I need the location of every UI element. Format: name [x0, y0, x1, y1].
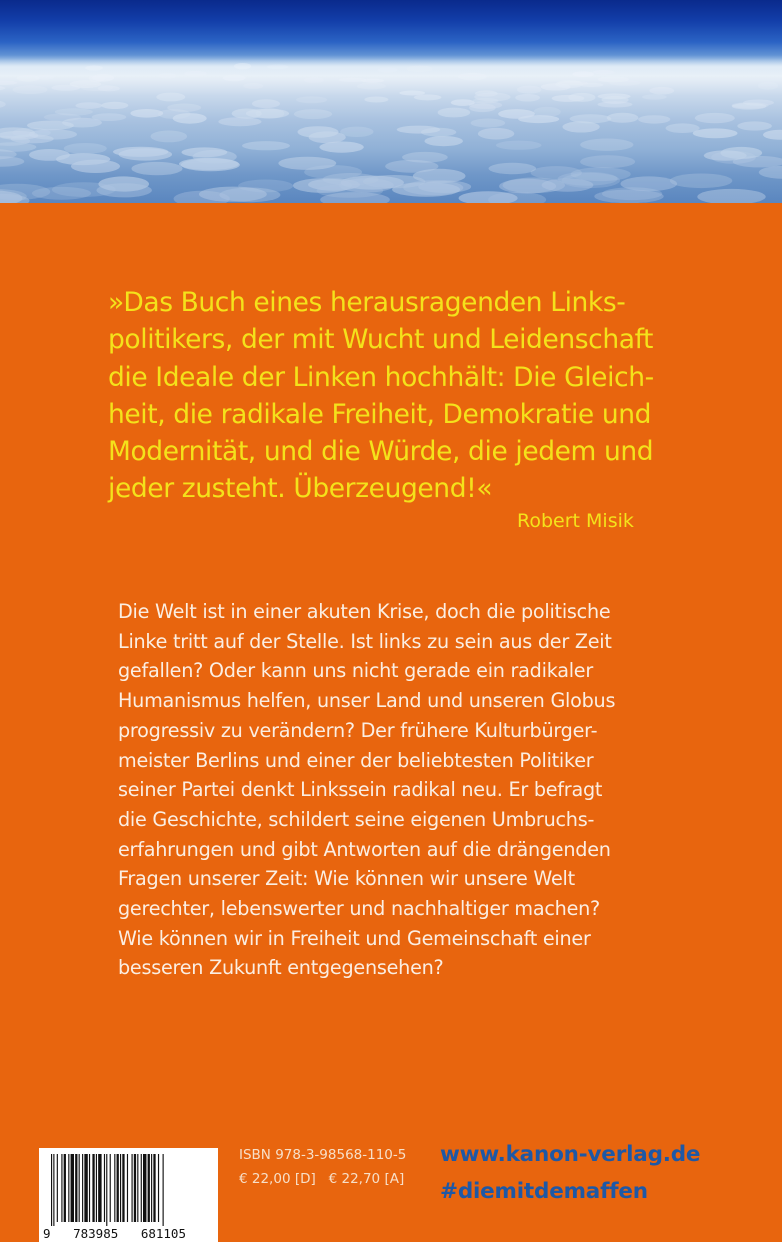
cloud-puff — [478, 128, 514, 140]
cloud-puff — [594, 190, 663, 203]
cloud-puff — [498, 109, 535, 119]
sky-photo — [0, 0, 782, 203]
cloud-puff — [517, 86, 541, 94]
cloud-puff — [13, 86, 48, 95]
cloud-puff — [397, 126, 441, 134]
cloud-puff — [167, 104, 201, 112]
publisher-website: www.kanon-verlag.de — [440, 1142, 701, 1167]
barcode-bar — [68, 1154, 69, 1222]
cloud-puff — [101, 102, 128, 109]
cloud-puff — [556, 80, 583, 88]
cloud-puff — [234, 63, 251, 69]
cloud-puff — [697, 189, 765, 203]
hashtag: #diemitdemaffen — [440, 1179, 648, 1204]
barcode-bar — [158, 1154, 159, 1222]
cloud-puff — [458, 73, 487, 81]
blurb-line: Fragen unserer Zeit: Wie können wir unsere Welt — [118, 867, 575, 891]
barcode-bar — [141, 1154, 142, 1222]
cloud-puff — [85, 65, 103, 70]
quote-author: Robert Misik — [517, 510, 634, 532]
barcode-bar — [75, 1154, 77, 1222]
cloud-puff — [252, 99, 280, 108]
blurb-line: Die Welt ist in einer akuten Krise, doch die politische — [118, 600, 611, 623]
cloud-puff — [52, 182, 116, 197]
cloud-puff — [438, 108, 471, 118]
cloud-puff — [758, 82, 778, 90]
cloud-layer — [0, 0, 782, 203]
cloud-puff — [377, 67, 397, 72]
cloud-puff — [76, 102, 103, 109]
cloud-puff — [649, 87, 674, 95]
barcode-bar — [122, 1154, 124, 1222]
blurb-line: gefallen? Oder kann uns nicht gerade ein radikaler — [118, 659, 594, 683]
barcode-bar — [64, 1154, 66, 1222]
barcode-bar — [120, 1154, 121, 1222]
cloud-puff — [246, 109, 289, 119]
cloud-puff — [570, 114, 612, 123]
barcode-bar — [71, 1154, 74, 1222]
barcode-digits: 9 783985 681105 — [43, 1226, 186, 1241]
cloud-puff — [81, 84, 113, 91]
blurb-line: besseren Zukunft entgegensehen? — [118, 956, 444, 980]
cloud-puff — [593, 70, 615, 74]
blurb-line: progressiv zu verändern? Der frühere Kulturbürger- — [118, 718, 598, 742]
barcode-bar — [143, 1154, 146, 1222]
cloud-puff — [638, 115, 670, 123]
barcode-bar — [153, 1154, 155, 1222]
cloud-puff — [473, 98, 499, 104]
barcode-bar — [104, 1154, 105, 1222]
barcode-bar — [89, 1154, 90, 1222]
cloud-puff — [17, 75, 40, 82]
cloud-puff — [113, 147, 168, 157]
barcode-bar — [134, 1154, 136, 1222]
quote-line: Modernität, und die Würde, die jedem und — [108, 436, 654, 468]
blurb-line: Linke tritt auf der Stelle. Ist links zu sein aus der Zeit — [118, 629, 612, 653]
cloud-puff — [278, 157, 336, 170]
blurb-line: meister Berlins und einer der beliebtesten Politiker — [118, 748, 594, 772]
cloud-puff — [695, 113, 735, 123]
barcode-bar — [57, 1154, 58, 1222]
quote-line: jeder zusteht. Überzeugend!« — [108, 473, 493, 505]
barcode-bar — [61, 1154, 62, 1222]
cloud-puff — [489, 163, 537, 174]
barcode-bar — [114, 1154, 115, 1222]
cloud-puff — [130, 109, 163, 118]
cloud-puff — [35, 75, 54, 80]
quote-line: »Das Buch eines herausragenden Links- — [108, 287, 626, 318]
cloud-puff — [642, 94, 667, 99]
cloud-puff — [182, 147, 228, 157]
cloud-puff — [173, 113, 207, 124]
cloud-puff — [179, 158, 239, 170]
cloud-puff — [607, 113, 639, 123]
cloud-puff — [218, 117, 261, 126]
cloud-puff — [304, 77, 324, 83]
barcode-bar — [137, 1154, 138, 1222]
barcode-bar — [117, 1154, 119, 1222]
cloud-puff — [666, 123, 700, 133]
barcode-bar — [96, 1154, 97, 1222]
cloud-puff — [402, 152, 448, 163]
cloud-puff — [0, 142, 36, 152]
cloud-puff — [737, 121, 772, 130]
cloud-puff — [743, 100, 774, 106]
cloud-puff — [414, 94, 442, 100]
cloud-puff — [475, 90, 498, 96]
barcode-bar — [132, 1154, 133, 1222]
cloud-puff — [184, 71, 206, 77]
cloud-puff — [357, 83, 386, 90]
quote-line: die Ideale der Linken hochhält: Die Gleich- — [108, 361, 654, 393]
cloud-puff — [533, 107, 560, 117]
cloud-puff — [55, 108, 93, 115]
cloud-puff — [298, 126, 339, 138]
cloud-puff — [621, 176, 678, 191]
barcode-bar — [53, 1154, 54, 1226]
cloud-puff — [552, 95, 585, 102]
quote-line: politikers, der mit Wucht und Leidenschaft — [108, 324, 654, 356]
cloud-puff — [62, 118, 102, 128]
barcode-bar — [163, 1154, 164, 1226]
barcode-bar — [110, 1154, 111, 1222]
cloud-puff — [0, 100, 6, 109]
book-blurb — [118, 597, 758, 983]
cloud-puff — [132, 162, 183, 175]
cloud-puff — [503, 178, 565, 194]
cloud-puff — [294, 109, 332, 119]
cloud-puff — [340, 127, 373, 137]
cloud-puff — [580, 139, 633, 151]
price: € 22,00 [D] € 22,70 [A] — [239, 1171, 405, 1187]
blurb-line: gerechter, lebenswerter und nachhaltiger machen? — [118, 897, 600, 921]
cloud-puff — [242, 141, 290, 150]
cloud-puff — [243, 83, 263, 89]
barcode-bar — [79, 1154, 80, 1222]
cloud-puff — [267, 65, 289, 70]
cloud-puff — [763, 130, 782, 140]
blurb-line: die Geschichte, schildert seine eigenen Umbruchs- — [118, 807, 595, 831]
barcode-bar — [106, 1154, 107, 1226]
cloud-puff — [159, 73, 177, 79]
cloud-puff — [693, 128, 738, 138]
cloud-puff — [580, 83, 604, 87]
barcode-bar — [82, 1154, 83, 1222]
cloud-puff — [598, 93, 631, 99]
cloud-puff — [296, 96, 327, 103]
barcode-bar — [98, 1154, 101, 1222]
cloud-puff — [759, 166, 782, 179]
cloud-puff — [399, 91, 425, 96]
blurb-line: erfahrungen und gibt Antworten auf die drängenden — [118, 837, 611, 861]
barcode-bar — [84, 1154, 87, 1222]
cloud-puff — [515, 94, 540, 102]
cloud-puff — [151, 131, 188, 143]
cloud-puff — [341, 176, 404, 190]
cloud-puff — [407, 66, 433, 73]
isbn: ISBN 978-3-98568-110-5 — [239, 1147, 407, 1163]
barcode-bar — [92, 1154, 94, 1222]
barcode-bar — [148, 1154, 150, 1222]
barcode-graphic — [39, 1148, 218, 1242]
cloud-puff — [223, 75, 246, 82]
quote-line: heit, die radikale Freiheit, Demokratie und — [108, 398, 652, 430]
cloud-puff — [64, 143, 107, 154]
cloud-puff — [580, 155, 635, 168]
cloud-puff — [496, 141, 542, 150]
review-quote — [108, 284, 768, 508]
cloud-puff — [670, 174, 732, 189]
barcode-bar — [151, 1154, 152, 1222]
cloud-puff — [571, 167, 631, 181]
barcode-bar — [51, 1154, 52, 1226]
cloud-puff — [598, 77, 629, 83]
cloud-puff — [425, 136, 463, 146]
cloud-puff — [29, 149, 70, 161]
blurb-line: seiner Partei denkt Linkssein radikal neu. Er befragt — [118, 778, 603, 802]
cloud-puff — [572, 71, 594, 77]
cloud-puff — [364, 97, 388, 103]
barcode-bar — [127, 1154, 128, 1222]
cloud-puff — [720, 147, 762, 159]
cloud-puff — [156, 93, 185, 102]
blurb-line: Humanismus helfen, unser Land und unseren Globus — [118, 689, 616, 713]
cloud-puff — [471, 119, 506, 128]
blurb-line: Wie können wir in Freiheit und Gemeinschaft einer — [118, 926, 591, 950]
cloud-puff — [339, 78, 368, 82]
barcode — [39, 1148, 218, 1242]
